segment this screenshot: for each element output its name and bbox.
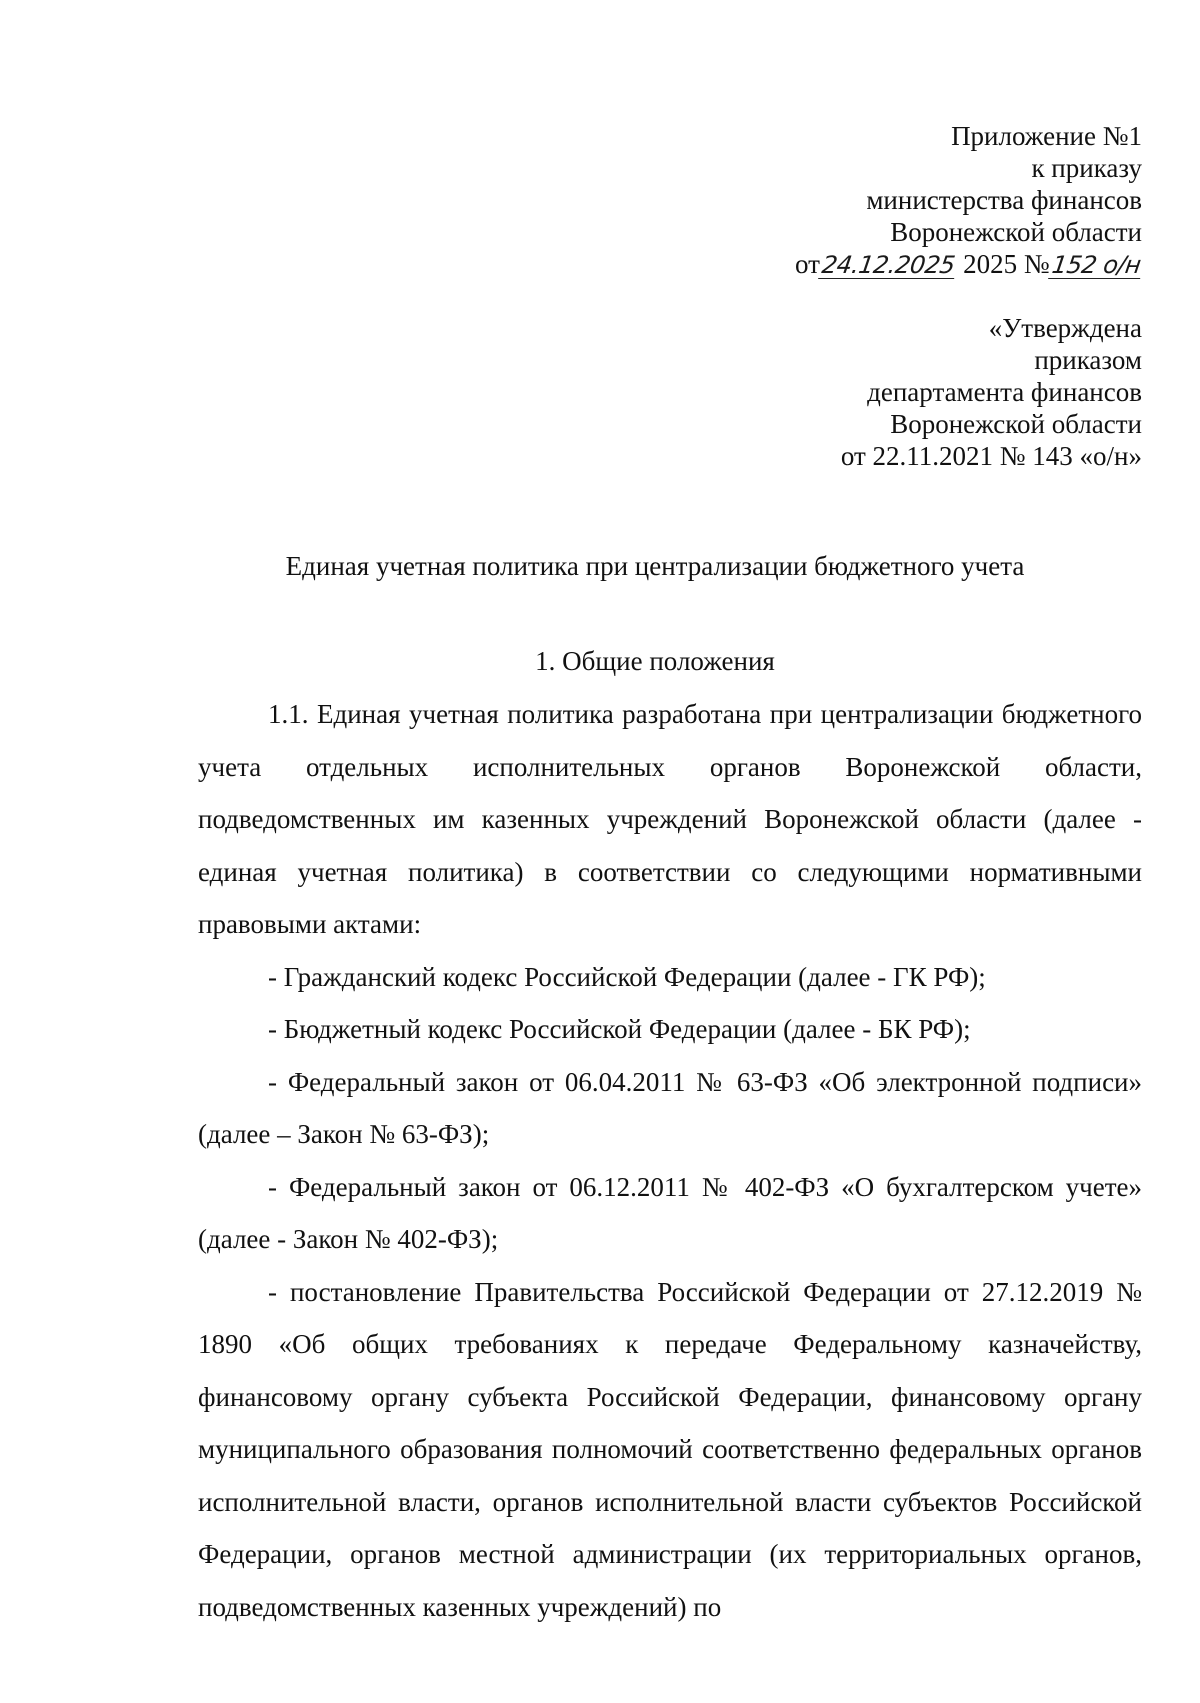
approved-region: Воронежской области <box>890 409 1142 439</box>
list-item: - Бюджетный кодекс Российской Федерации (далее - БК РФ); <box>268 1014 971 1044</box>
appendix-order-ref: к приказу <box>1031 153 1142 183</box>
approved-label: «Утверждена <box>988 313 1142 343</box>
approved-department: департамента финансов <box>867 377 1142 407</box>
appendix-title: Приложение №1 <box>951 121 1142 151</box>
approved-date-number: от 22.11.2021 № 143 «о/н» <box>840 441 1142 471</box>
section-body <box>198 688 1142 1633</box>
appendix-year-printed: 2025 № <box>956 249 1050 279</box>
appendix-header <box>795 120 1142 280</box>
appendix-date-prefix: от <box>794 249 820 279</box>
section-heading: 1. Общие положения <box>535 646 775 676</box>
list-item: - Федеральный закон от 06.12.2011 № 402-ФЗ «О бухгалтерском учете» (далее - Закон № 402-ФЗ); <box>198 1171 1142 1254</box>
list-item: - Гражданский кодекс Российской Федерации (далее - ГК РФ); <box>268 961 986 992</box>
appendix-ministry: министерства финансов <box>866 185 1142 215</box>
list-item: - постановление Правительства Российской Федерации от 27.12.2019 № 1890 «Об общих требованиях к передаче Федеральному казначейству, финансовому органу субъекта Российской Федерации, финансовому органу муниципального образования полномочий соответственно федеральных органов исполнительной власти, органов исполнительной власти субъектов Российской Федерации, органов местной администрации (их территориальных органов, подведомственных казенных учреждений) по <box>198 1276 1142 1622</box>
appendix-region: Воронежской области <box>890 217 1142 247</box>
document-title: Единая учетная политика при централизации бюджетного учета <box>285 551 1025 581</box>
approved-by-order: приказом <box>1034 345 1142 375</box>
paragraph: 1.1. Единая учетная политика разработана при централизации бюджетного учета отдельных исполнительных органов Воронежской области, подведомственных им казенных учреждений Воронежской области (далее - единая учетная политика) в соответствии со следующими нормативными правовыми актами: <box>198 699 1142 939</box>
appendix-date-line <box>795 248 1142 280</box>
list-item: - Федеральный закон от 06.04.2011 № 63-ФЗ «Об электронной подписи» (далее – Закон № 63-ФЗ); <box>198 1066 1142 1149</box>
approval-stamp-block <box>841 312 1142 472</box>
handwritten-number: 152 о/н <box>1049 251 1143 279</box>
handwritten-date: 24.12.2025 <box>820 251 957 279</box>
